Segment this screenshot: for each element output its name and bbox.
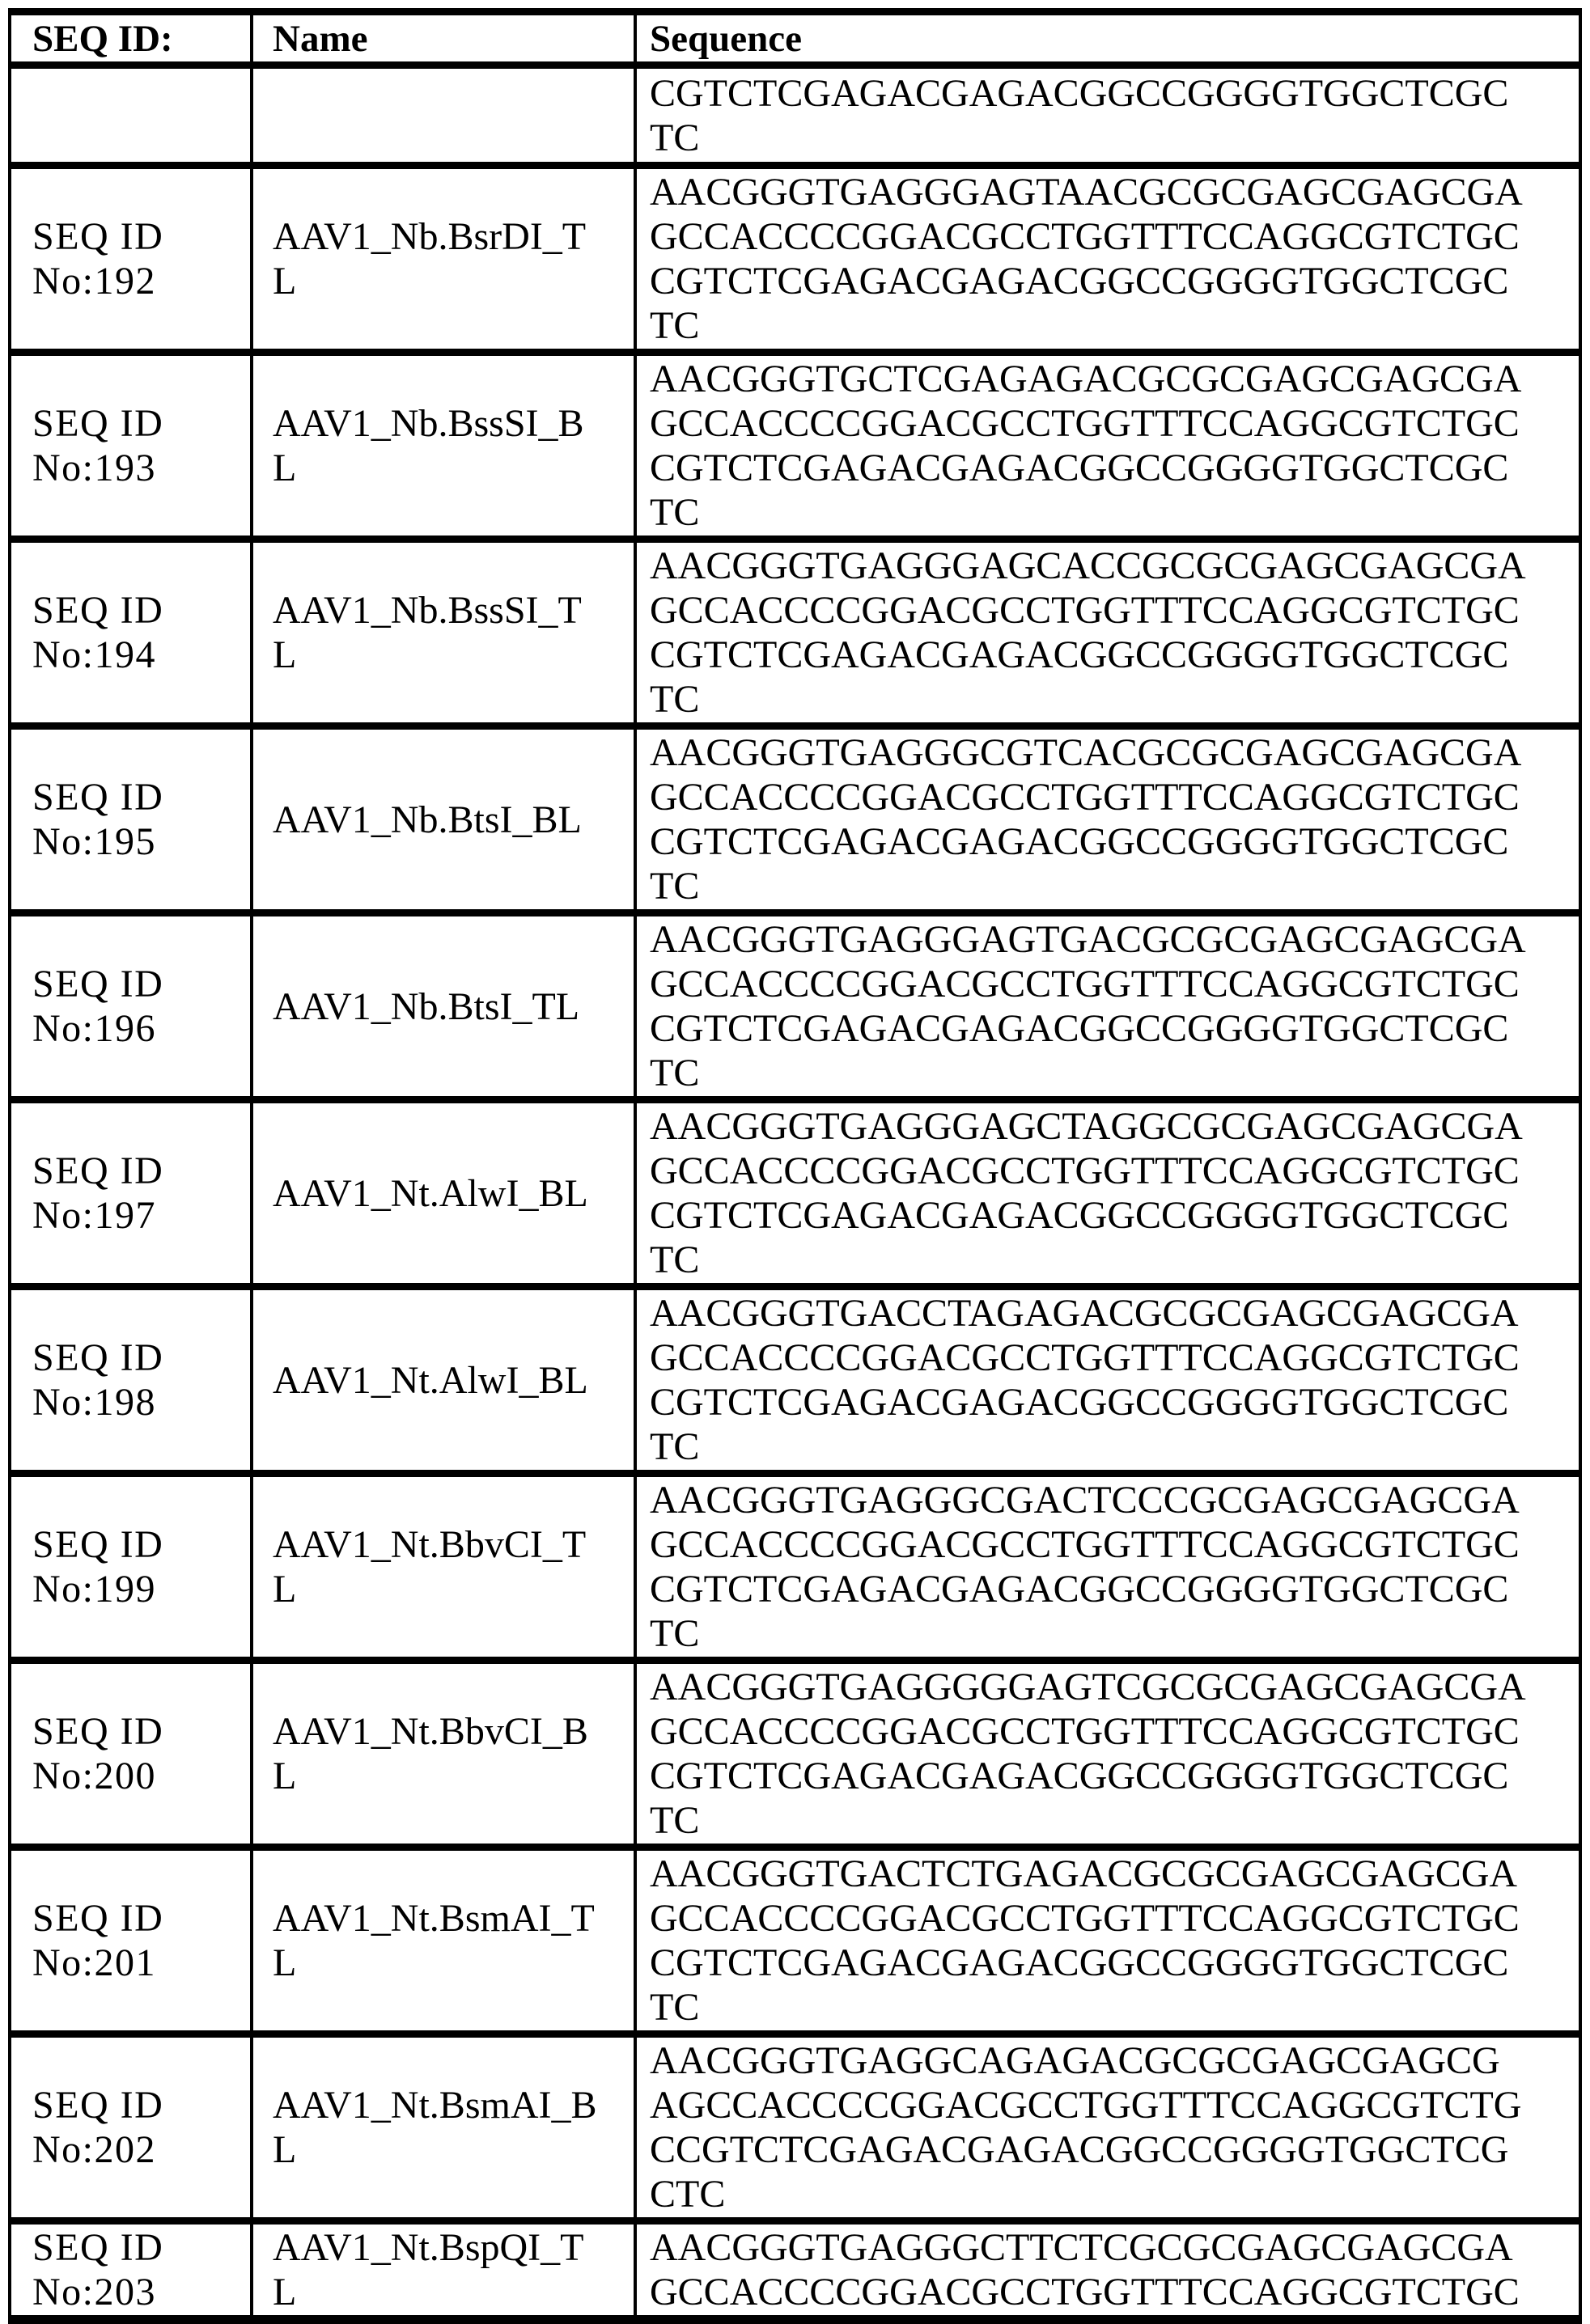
seq-id-label: SEQ ID No:199 <box>32 1523 164 1611</box>
sequence-line: GCCACCCCGGACGCCTGGTTTCCAGGCGTCTGC <box>650 402 1520 445</box>
table-body <box>11 61 1579 2324</box>
sequence-text <box>650 544 1526 722</box>
table-row <box>11 1844 1579 2030</box>
sequence-line: TC <box>650 116 700 159</box>
sequence-line: CGTCTCGAGACGAGACGGCCGGGGTGGCTCGC <box>650 633 1509 676</box>
seq-id-label: SEQ ID No:203 <box>32 2226 164 2313</box>
sequence-line: GCCACCCCGGACGCCTGGTTTCCAGGCGTCTGC <box>650 776 1520 819</box>
table-row <box>11 535 1579 722</box>
seq-id-cell <box>11 1477 250 1657</box>
sequence-cell <box>634 169 1579 349</box>
header-cell-seq-id: SEQ ID: <box>32 17 173 60</box>
sequence-line: GCCACCCCGGACGCCTGGTTTCCAGGCGTCTGC <box>650 215 1520 258</box>
sequence-text <box>650 170 1523 348</box>
sequence-line: GCCACCCCGGACGCCTGGTTTCCAGGCGTCTGC <box>650 1523 1520 1566</box>
sequence-cell <box>634 2038 1579 2217</box>
name-label: AAV1_Nb.BsrDI_TL <box>273 215 587 303</box>
sequence-text <box>650 1478 1520 1656</box>
sequence-line: CGTCTCGAGACGAGACGGCCGGGGTGGCTCGC <box>650 1381 1509 1424</box>
header-cell-name: Name <box>250 15 634 61</box>
sequence-line: AACGGGTGAGGGCGACTCCCGCGAGCGAGCGA <box>650 1479 1520 1522</box>
sequence-cell <box>634 1477 1579 1657</box>
sequence-cell <box>634 1290 1579 1470</box>
name-cell <box>250 543 634 722</box>
name-cell <box>250 2038 634 2217</box>
name-cell <box>250 69 634 162</box>
sequence-line: CGTCTCGAGACGAGACGGCCGGGGTGGCTCGC <box>650 260 1509 303</box>
table-row <box>11 162 1579 349</box>
sequence-line: CGTCTCGAGACGAGACGGCCGGGGTGGCTCGC <box>650 447 1509 489</box>
sequence-line: AACGGGTGACTCTGAGACGCGCGAGCGAGCGA <box>650 1852 1518 1895</box>
sequence-cell <box>634 1664 1579 1844</box>
sequence-text <box>650 917 1526 1095</box>
seq-id-cell <box>11 69 250 162</box>
name-cell <box>250 730 634 909</box>
sequence-line: CCGTCTCGAGACGAGACGGCCGGGGTGGCTCG <box>650 2128 1509 2171</box>
table-row <box>11 61 1579 162</box>
sequence-line: GCCACCCCGGACGCCTGGTTTCCAGGCGTCTGC <box>650 1336 1520 1379</box>
sequence-line: AACGGGTGACCTAGAGACGCGCGAGCGAGCGA <box>650 1292 1519 1335</box>
sequence-line: CGTCTCGAGACGAGACGGCCGGGGTGGCTCGC <box>650 1755 1509 1797</box>
name-label: AAV1_Nt.BsmAI_TL <box>273 1897 595 1984</box>
sequence-line: GCCACCCCGGACGCCTGGTTTCCAGGCGTCTGC <box>650 1710 1520 1753</box>
sequence-line: AACGGGTGAGGGAGTAACGCGCGAGCGAGCGA <box>650 171 1523 214</box>
name-cell <box>250 356 634 535</box>
seq-id-cell <box>11 1664 250 1844</box>
sequence-text <box>650 357 1521 535</box>
sequence-text <box>650 1291 1520 1469</box>
sequence-text <box>650 1104 1523 1282</box>
sequence-listing-table <box>8 8 1582 2324</box>
name-label: AAV1_Nb.BtsI_BL <box>273 798 582 841</box>
sequence-cell <box>634 730 1579 909</box>
name-label: AAV1_Nb.BtsI_TL <box>273 984 580 1028</box>
sequence-line: TC <box>650 1425 700 1468</box>
sequence-text <box>650 730 1521 908</box>
table-header-row <box>11 8 1579 61</box>
seq-id-cell <box>11 730 250 909</box>
sequence-line: AACGGGTGAGGGAGCACCGCGCGAGCGAGCGA <box>650 544 1526 587</box>
sequence-line: TC <box>650 1986 700 2029</box>
name-label: AAV1_Nb.BssSI_BL <box>273 402 584 489</box>
sequence-line: AACGGGTGAGGGAGCTAGGCGCGAGCGAGCGA <box>650 1105 1523 1148</box>
seq-id-cell <box>11 356 250 535</box>
sequence-line: GCCACCCCGGACGCCTGGTTTCCAGGCGTCTGC <box>650 2271 1520 2313</box>
seq-id-label: SEQ ID No:195 <box>32 776 164 863</box>
sequence-cell <box>634 1851 1579 2030</box>
table-row <box>11 909 1579 1096</box>
sequence-text <box>650 1665 1526 1843</box>
table-row <box>11 1657 1579 1844</box>
name-cell <box>250 1290 634 1470</box>
sequence-line: GCCACCCCGGACGCCTGGTTTCCAGGCGTCTGC <box>650 1897 1520 1940</box>
sequence-line: AACGGGTGAGGCAGAGACGCGCGAGCGAGCG <box>650 2039 1500 2082</box>
seq-id-label: SEQ ID No:200 <box>32 1710 164 1797</box>
sequence-line: CGTCTCGAGACGAGACGGCCGGGGTGGCTCGC <box>650 71 1509 115</box>
seq-id-cell <box>11 1103 250 1283</box>
name-cell <box>250 2225 634 2315</box>
name-cell <box>250 1477 634 1657</box>
sequence-cell <box>634 69 1579 162</box>
table-row <box>11 349 1579 535</box>
sequence-text <box>650 1852 1520 2030</box>
sequence-line: AACGGGTGAGGGGGAGTCGCGCGAGCGAGCGA <box>650 1666 1526 1708</box>
table-row <box>11 1283 1579 1470</box>
sequence-line: CTC <box>650 2173 726 2216</box>
sequence-line: TC <box>650 678 700 721</box>
sequence-line: TC <box>650 304 700 347</box>
sequence-cell <box>634 1103 1579 1283</box>
seq-id-label: SEQ ID No:201 <box>32 1897 164 1984</box>
sequence-line: GCCACCCCGGACGCCTGGTTTCCAGGCGTCTGC <box>650 589 1520 632</box>
sequence-line: AGCCACCCCGGACGCCTGGTTTCCAGGCGTCTG <box>650 2084 1522 2127</box>
seq-id-cell <box>11 2038 250 2217</box>
name-label: AAV1_Nt.AlwI_BL <box>273 1358 588 1402</box>
name-label: AAV1_Nt.AlwI_BL <box>273 1171 588 1215</box>
name-cell <box>250 169 634 349</box>
sequence-text <box>650 2038 1521 2216</box>
seq-id-cell <box>11 916 250 1096</box>
sequence-cell <box>634 543 1579 722</box>
seq-id-cell <box>11 2225 250 2315</box>
sequence-line: AACGGGTGAGGGCTTCTCGCGCGAGCGAGCGA <box>650 2226 1513 2269</box>
sequence-line: TC <box>650 1052 700 1094</box>
seq-id-cell <box>11 543 250 722</box>
table-row <box>11 2217 1579 2324</box>
name-label: AAV1_Nt.BbvCI_BL <box>273 1710 588 1797</box>
sequence-line: TC <box>650 1612 700 1655</box>
seq-id-label: SEQ ID No:198 <box>32 1336 164 1424</box>
name-label: AAV1_Nt.BspQI_TL <box>273 2226 584 2313</box>
sequence-text <box>650 71 1508 160</box>
seq-id-cell <box>11 169 250 349</box>
seq-id-cell <box>11 1290 250 1470</box>
sequence-line: GCCACCCCGGACGCCTGGTTTCCAGGCGTCTGC <box>650 1149 1520 1192</box>
table-row <box>11 722 1579 909</box>
sequence-cell <box>634 916 1579 1096</box>
seq-id-label: SEQ ID No:196 <box>32 963 164 1050</box>
name-cell <box>250 1851 634 2030</box>
table-row <box>11 1470 1579 1657</box>
seq-id-label: SEQ ID No:202 <box>32 2084 164 2171</box>
sequence-text <box>650 2225 1520 2314</box>
seq-id-cell <box>11 1851 250 2030</box>
sequence-line: GCCACCCCGGACGCCTGGTTTCCAGGCGTCTGC <box>650 963 1520 1005</box>
sequence-line: AACGGGTGAGGGCGTCACGCGCGAGCGAGCGA <box>650 731 1522 774</box>
table-row <box>11 2030 1579 2217</box>
sequence-cell <box>634 356 1579 535</box>
name-label: AAV1_Nt.BsmAI_BL <box>273 2084 597 2171</box>
sequence-line: CGTCTCGAGACGAGACGGCCGGGGTGGCTCGC <box>650 1568 1509 1611</box>
seq-id-label: SEQ ID No:197 <box>32 1149 164 1237</box>
name-label: AAV1_Nb.BssSI_TL <box>273 589 582 676</box>
sequence-line: CGTCTCGAGACGAGACGGCCGGGGTGGCTCGC <box>650 820 1509 863</box>
header-cell-sequence: Sequence <box>634 15 1579 61</box>
seq-id-label: SEQ ID No:193 <box>32 402 164 489</box>
seq-id-label: SEQ ID No:194 <box>32 589 164 676</box>
sequence-cell <box>634 2225 1579 2315</box>
sequence-line: CGTCTCGAGACGAGACGGCCGGGGTGGCTCGC <box>650 1007 1509 1050</box>
sequence-line: TC <box>650 1238 700 1281</box>
name-cell <box>250 916 634 1096</box>
name-label: AAV1_Nt.BbvCI_TL <box>273 1523 587 1611</box>
sequence-line: TC <box>650 491 700 534</box>
sequence-line: TC <box>650 865 700 908</box>
sequence-line: AACGGGTGCTCGAGAGACGCGCGAGCGAGCGA <box>650 358 1522 400</box>
sequence-line: AACGGGTGAGGGAGTGACGCGCGAGCGAGCGA <box>650 918 1526 961</box>
sequence-line: CGTCTCGAGACGAGACGGCCGGGGTGGCTCGC <box>650 1941 1509 1984</box>
name-cell <box>250 1103 634 1283</box>
sequence-line: TC <box>650 1799 700 1842</box>
name-cell <box>250 1664 634 1844</box>
table-row <box>11 1096 1579 1283</box>
sequence-line: CGTCTCGAGACGAGACGGCCGGGGTGGCTCGC <box>650 1194 1509 1237</box>
seq-id-label: SEQ ID No:192 <box>32 215 164 303</box>
